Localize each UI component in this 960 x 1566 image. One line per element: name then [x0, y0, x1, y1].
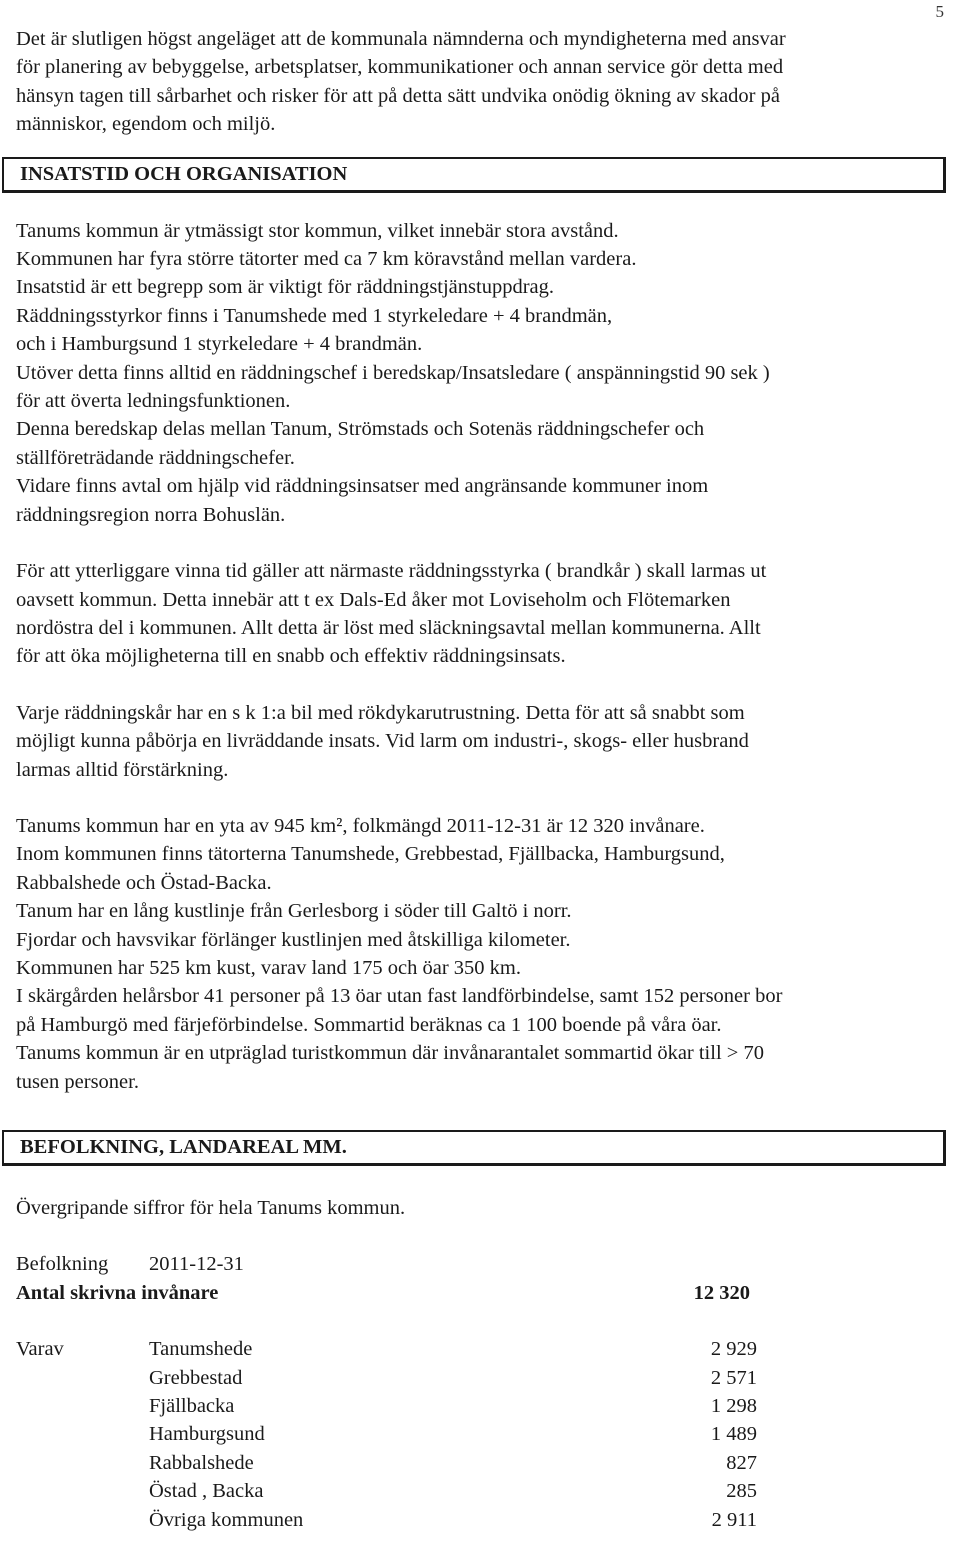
- text-line: Kommunen har 525 km kust, varav land 175 och öar 350 km.: [16, 956, 522, 979]
- text-line: oavsett kommun. Detta innebär att t ex Dals-Ed åker mot Loviseholm och Flötemarken: [16, 588, 731, 611]
- text-line: Utöver detta finns alltid en räddningschef i beredskap/Insatsledare ( anspänningstid 90 sek ): [16, 361, 770, 384]
- text-line: Det är slutligen högst angeläget att de kommunala nämnderna och myndigheterna med ansvar: [16, 28, 786, 50]
- text-line: Tanum har en lång kustlinje från Gerlesborg i söder till Galtö i norr.: [16, 900, 572, 923]
- table-row: [16, 1477, 757, 1505]
- text-line: Inom kommunen finns tätorterna Tanumshede, Grebbestad, Fjällbacka, Hamburgsund,: [16, 843, 725, 866]
- text-line: människor, egendom och miljö.: [16, 113, 276, 136]
- text-line: I skärgården helårsbor 41 personer på 13 öar utan fast landförbindelse, samt 152 personer bor: [16, 985, 783, 1008]
- population-total-row: [16, 1279, 750, 1307]
- population-date-row: [16, 1250, 244, 1278]
- text-line: och i Hamburgsund 1 styrkeledare + 4 brandmän.: [16, 333, 423, 356]
- text-line: hänsyn tagen till sårbarhet och risker för att på detta sätt undvika onödig ökning av skador på: [16, 84, 780, 107]
- total-value: 12 320: [693, 1281, 750, 1304]
- locality-value: 2 911: [711, 1508, 757, 1531]
- section-heading-befolkning: BEFOLKNING, LANDAREAL MM.: [2, 1130, 946, 1166]
- population-total-table: [16, 1279, 750, 1307]
- text-line: Kommunen har fyra större tätorter med ca 7 km köravstånd mellan vardera.: [16, 248, 637, 271]
- text-line: Denna beredskap delas mellan Tanum, Strömstads och Sotenäs räddningschefer och: [16, 418, 705, 441]
- table-row: [16, 1449, 757, 1477]
- locality-value: 2 929: [710, 1338, 757, 1361]
- table-row: [16, 1506, 757, 1534]
- text-line: Tanums kommun har en yta av 945 km², folkmängd 2011-12-31 är 12 320 invånare.: [16, 814, 705, 837]
- page-number: 5: [935, 2, 944, 21]
- befolkning-subtitle: Övergripande siffror för hela Tanums kommun.: [16, 1197, 406, 1219]
- text-line: larmas alltid förstärkning.: [16, 758, 229, 781]
- table-row: [16, 1420, 757, 1448]
- text-line: tusen personer.: [16, 1070, 139, 1093]
- locality-name: Rabbalshede: [149, 1451, 254, 1474]
- text-line: Insatstid är ett begrepp som är viktigt för räddningstjänstuppdrag.: [16, 276, 555, 299]
- locality-name: Grebbestad: [149, 1366, 243, 1389]
- insatstid-paragraph-1: [16, 217, 956, 529]
- text-line: Rabbalshede och Östad-Backa.: [16, 871, 272, 894]
- locality-name: Östad , Backa: [149, 1480, 264, 1503]
- text-line: Räddningsstyrkor finns i Tanumshede med 1 styrkeledare + 4 brandmän,: [16, 304, 613, 327]
- locality-name: Hamburgsund: [149, 1423, 265, 1446]
- text-line: för att öka möjligheterna till en snabb och effektiv räddningsinsats.: [16, 645, 566, 668]
- text-line: för att överta ledningsfunktionen.: [16, 390, 291, 413]
- locality-value: 285: [726, 1480, 757, 1503]
- insatstid-paragraph-4: [16, 812, 956, 1096]
- population-date: 2011-12-31: [149, 1253, 244, 1276]
- empty-cell: [16, 1506, 149, 1534]
- text-line: ställföreträdande räddningschefer.: [16, 446, 295, 469]
- locality-value: 1 489: [710, 1423, 757, 1446]
- locality-name: Fjällbacka: [149, 1395, 235, 1418]
- locality-value: 1 298: [710, 1395, 757, 1418]
- text-line: räddningsregion norra Bohuslän.: [16, 503, 286, 526]
- text-line: Tanums kommun är en utpräglad turistkommun där invånarantalet sommartid ökar till > 70: [16, 1042, 764, 1065]
- locality-name: Tanumshede: [149, 1338, 253, 1361]
- population-label: Befolkning: [16, 1253, 109, 1276]
- text-line: För att ytterliggare vinna tid gäller att närmaste räddningsstyrka ( brandkår ) skall larmas ut: [16, 560, 767, 583]
- insatstid-paragraph-3: [16, 699, 956, 784]
- text-line: på Hamburgö med färjeförbindelse. Sommartid beräknas ca 1 100 boende på våra öar.: [16, 1013, 722, 1036]
- text-line: för planering av bebyggelse, arbetsplatser, kommunikationer och annan service gör detta med: [16, 56, 784, 79]
- locality-value: 2 571: [710, 1366, 757, 1389]
- breakdown-label: Varav: [16, 1338, 64, 1361]
- population-table: [16, 1250, 244, 1278]
- text-line: möjligt kunna påbörja en livräddande insats. Vid larm om industri-, skogs- eller husbrand: [16, 730, 749, 753]
- insatstid-paragraph-2: [16, 557, 956, 671]
- text-line: Tanums kommun är ytmässigt stor kommun, vilket innebär stora avstånd.: [16, 219, 619, 242]
- text-line: Vidare finns avtal om hjälp vid räddningsinsatser med angränsande kommuner inom: [16, 475, 709, 498]
- text-line: nordöstra del i kommunen. Allt detta är löst med släckningsavtal mellan kommunerna. Allt: [16, 616, 761, 639]
- empty-cell: [16, 1392, 149, 1420]
- intro-paragraph: [16, 25, 956, 139]
- empty-cell: [16, 1420, 149, 1448]
- section-heading-insatstid: INSATSTID OCH ORGANISATION: [2, 157, 946, 193]
- locality-name: Övriga kommunen: [149, 1508, 304, 1531]
- locality-value: 827: [726, 1451, 757, 1474]
- text-line: Varje räddningskår har en s k 1:a bil med rökdykarutrustning. Detta för att så snabbt som: [16, 701, 745, 724]
- empty-cell: [16, 1477, 149, 1505]
- empty-cell: [16, 1364, 149, 1392]
- text-line: Fjordar och havsvikar förlänger kustlinjen med åtskilliga kilometer.: [16, 928, 571, 951]
- document-body: [16, 25, 956, 1534]
- table-row: [16, 1364, 757, 1392]
- population-breakdown-table: [16, 1335, 757, 1534]
- total-label: Antal skrivna invånare: [16, 1281, 219, 1304]
- empty-cell: [16, 1449, 149, 1477]
- table-row: [16, 1335, 757, 1363]
- table-row: [16, 1392, 757, 1420]
